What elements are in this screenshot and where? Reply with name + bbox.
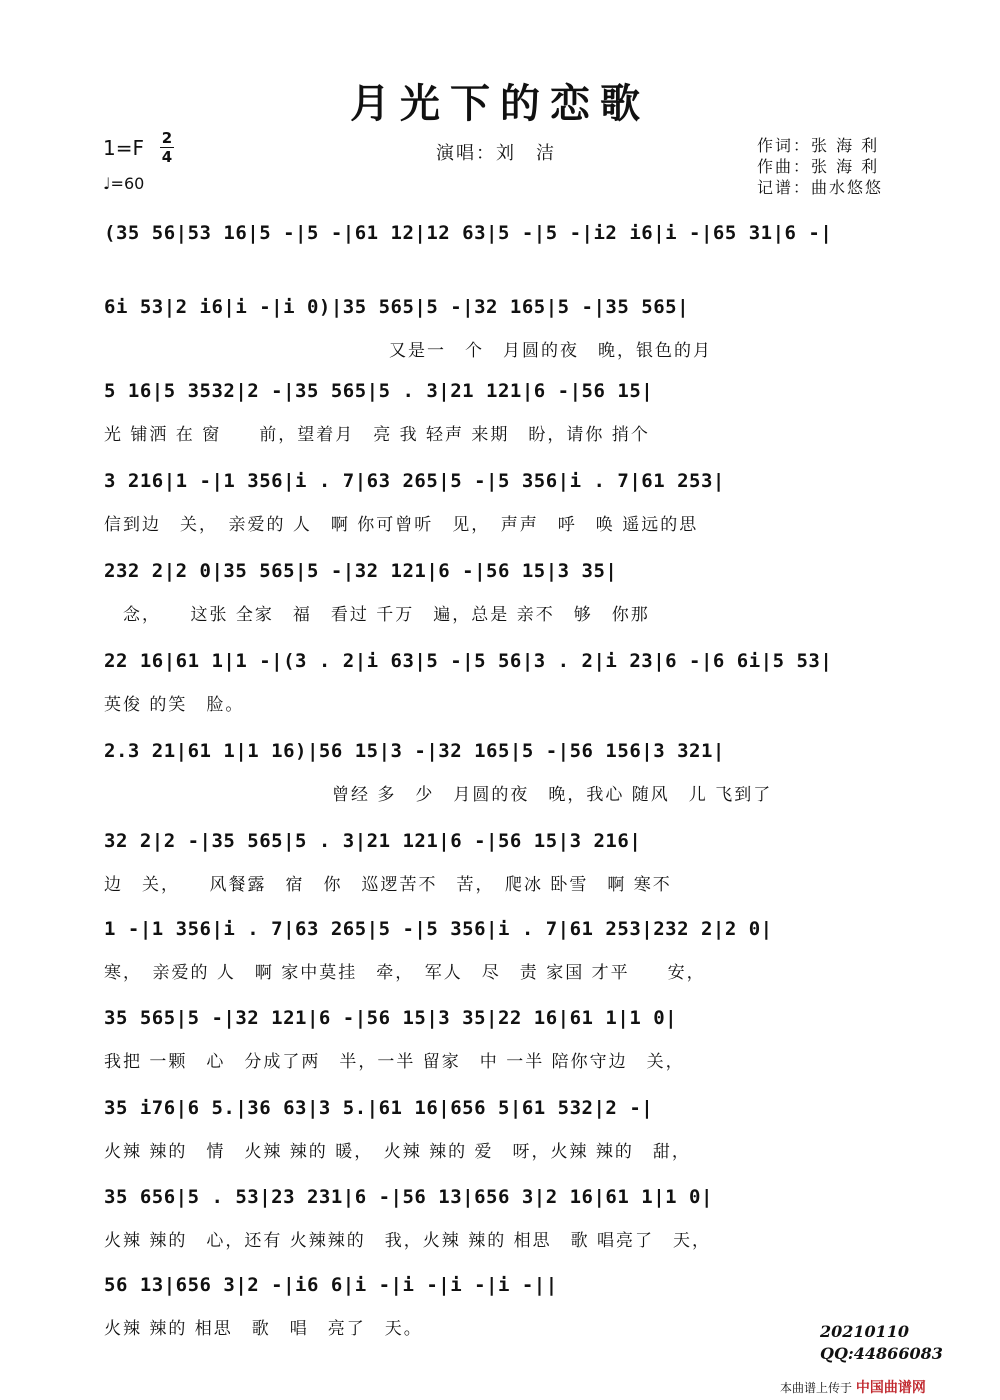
notation-line: 232 2|2 0|35 565|5 -|32 121|6 -|56 15|3 35| bbox=[104, 560, 618, 582]
notation-line: 35 i76|6 5.|36 63|3 5.|61 16|656 5|61 532|2 -| bbox=[104, 1097, 654, 1119]
site-logo: 中国曲谱网 bbox=[855, 1380, 926, 1396]
key-signature: 1=F bbox=[103, 136, 144, 160]
notation-line: (35 56|53 16|5 -|5 -|61 12|12 63|5 -|5 -|i2 i6|i -|65 31|6 -| bbox=[104, 222, 833, 244]
score-system bbox=[0, 1007, 1000, 1087]
transcriber: 记谱：曲水悠悠 bbox=[757, 178, 884, 197]
notation-line: 56 13|656 3|2 -|i6 6|i -|i -|i -|i -|| bbox=[104, 1274, 558, 1296]
tempo-marking: ♩=60 bbox=[103, 174, 145, 193]
lyrics-line: 信到边 关， 亲爱的 人 啊 你可曾听 见， 声声 呼 唤 遥远的思 bbox=[104, 515, 699, 535]
score-system bbox=[0, 918, 1000, 998]
lyrics-line: 我把 一颗 心 分成了两 半，一半 留家 中 一半 陪你守边 关， bbox=[104, 1052, 685, 1072]
lyrics-line: 曾经 多 少 月圆的夜 晚，我心 随风 儿 飞到了 bbox=[104, 785, 773, 805]
score-system bbox=[0, 1097, 1000, 1177]
lyrics-line: 火辣 辣的 相思 歌 唱 亮了 天。 bbox=[104, 1319, 423, 1339]
song-title: 月光下的恋歌 bbox=[350, 80, 650, 127]
score-system bbox=[0, 560, 1000, 640]
notation-line: 1 -|1 356|i . 7|63 265|5 -|5 356|i . 7|61 253|232 2|2 0| bbox=[104, 918, 773, 940]
score-system bbox=[0, 650, 1000, 730]
notation-line: 22 16|61 1|1 -|(3 . 2|i 63|5 -|5 56|3 . 2|i 23|6 -|6 6i|5 53| bbox=[104, 650, 833, 672]
score-system bbox=[0, 470, 1000, 550]
upload-text: 本曲谱上传于 bbox=[780, 1381, 853, 1395]
notation-line: 32 2|2 -|35 565|5 . 3|21 121|6 -|56 15|3 216| bbox=[104, 830, 642, 852]
performer: 演唱：刘 洁 bbox=[436, 143, 556, 164]
notation-line: 2.3 21|61 1|1 16)|56 15|3 -|32 165|5 -|56 156|3 321| bbox=[104, 740, 725, 762]
score-system bbox=[0, 1186, 1000, 1266]
notation-line: 35 565|5 -|32 121|6 -|56 15|3 35|22 16|61 1|1 0| bbox=[104, 1007, 678, 1029]
lyrics-line: 寒， 亲爱的 人 啊 家中莫挂 牵， 军人 尽 责 家国 才平 安， bbox=[104, 963, 706, 983]
time-signature bbox=[160, 130, 174, 165]
date-stamp bbox=[820, 1321, 943, 1365]
score-system bbox=[0, 830, 1000, 910]
time-signature-bottom: 4 bbox=[161, 148, 173, 166]
notation-line: 35 656|5 . 53|23 231|6 -|56 13|656 3|2 16|61 1|1 0| bbox=[104, 1186, 713, 1208]
date-text: 20210110 bbox=[820, 1322, 910, 1341]
lyrics-line: 火辣 辣的 情 火辣 辣的 暖， 火辣 辣的 爱 呀，火辣 辣的 甜， bbox=[104, 1142, 691, 1162]
lyrics-line: 英俊 的笑 脸。 bbox=[104, 695, 245, 715]
score-system bbox=[0, 222, 1000, 302]
lyricist: 作词：张 海 利 bbox=[757, 136, 880, 155]
site-footer bbox=[780, 1377, 926, 1397]
notation-line: 3 216|1 -|1 356|i . 7|63 265|5 -|5 356|i . 7|61 253| bbox=[104, 470, 725, 492]
credits-block bbox=[757, 135, 883, 198]
score-system bbox=[0, 380, 1000, 460]
score-system bbox=[0, 296, 1000, 376]
notation-line: 6i 53|2 i6|i -|i 0)|35 565|5 -|32 165|5 -|35 565| bbox=[104, 296, 690, 318]
lyrics-line: 又是一 个 月圆的夜 晚，银色的月 bbox=[104, 341, 712, 361]
notation-line: 5 16|5 3532|2 -|35 565|5 . 3|21 121|6 -|56 15| bbox=[104, 380, 654, 402]
lyrics-line: 光 铺洒 在 窗 前，望着月 亮 我 轻声 来期 盼，请你 捎个 bbox=[104, 425, 650, 445]
lyrics-line: 火辣 辣的 心，还有 火辣辣的 我，火辣 辣的 相思 歌 唱亮了 天， bbox=[104, 1231, 712, 1251]
time-signature-top: 2 bbox=[161, 129, 173, 147]
lyrics-line: 念， 这张 全家 福 看过 千万 遍，总是 亲不 够 你那 bbox=[104, 605, 650, 625]
qq-text: QQ:44866083 bbox=[820, 1344, 943, 1363]
score-system bbox=[0, 740, 1000, 820]
lyrics-line: 边 关， 风餐露 宿 你 巡逻苦不 苦， 爬冰 卧雪 啊 寒不 bbox=[104, 875, 672, 895]
composer: 作曲：张 海 利 bbox=[757, 157, 880, 176]
